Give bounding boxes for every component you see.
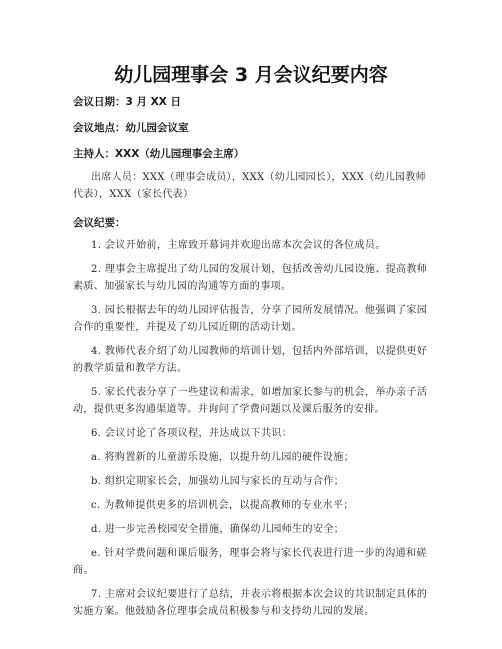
meeting-host: 主持人：XXX（幼儿园理事会主席） <box>73 148 245 160</box>
minutes-item-6a: a. 将购置新的儿童游乐设施，以提升幼儿园的硬件设施； <box>91 452 355 463</box>
minutes-list <box>73 237 429 620</box>
meeting-place: 会议地点：幼儿园会议室 <box>73 122 189 134</box>
minutes-item-7: 7. 主席对会议纪要进行了总结，并表示将根据本次会议的共识制定具体的实施方案。他鼓励各位理事会成员积极参与和支持幼儿园的发展。 <box>73 589 428 617</box>
meeting-date: 会议日期：3 月 XX 日 <box>73 96 181 108</box>
document-title: 幼儿园理事会 3 月会议纪要内容 <box>114 64 388 86</box>
minutes-item-2: 2. 理事会主席提出了幼儿园的发展计划，包括改善幼儿园设施、提高教师素质、加强家长与幼儿园的沟通等方面的事项。 <box>73 264 428 292</box>
minutes-item-6b: b. 组织定期家长会，加强幼儿园与家长的互动与合作； <box>91 476 345 487</box>
minutes-heading: 会议纪要： <box>73 217 126 229</box>
minutes-item-6e: e. 针对学费问题和课后服务，理事会将与家长代表进行进一步的沟通和磋商。 <box>73 548 427 576</box>
minutes-item-6c: c. 为教师提供更多的培训机会，以提高教师的专业水平； <box>91 500 354 511</box>
attendees-paragraph: 出席人员：XXX（理事会成员），XXX（幼儿园园长），XXX（幼儿园教师代表），XXX（家长代表） <box>73 172 426 200</box>
minutes-item-6: 6. 会议讨论了各项议程，并达成以下共识： <box>91 428 293 439</box>
minutes-item-1: 1. 会议开始前，主席致开幕词并欢迎出席本次会议的各位成员。 <box>91 240 386 251</box>
minutes-item-5: 5. 家长代表分享了一些建议和需求，如增加家长参与的机会，举办亲子活动，提供更多沟通渠道等。并询问了学费问题以及课后服务的安排。 <box>73 387 428 415</box>
minutes-item-4: 4. 教师代表介绍了幼儿园教师的培训计划，包括内外部培训，以提供更好的教学质量和教学方法。 <box>73 346 428 374</box>
minutes-item-3: 3. 园长根据去年的幼儿园评估报告，分享了园所发展情况。他强调了家园合作的重要性，并提及了幼儿园近期的活动计划。 <box>73 305 428 333</box>
minutes-item-6d: d. 进一步完善校园安全措施，确保幼儿园师生的安全； <box>91 524 345 535</box>
